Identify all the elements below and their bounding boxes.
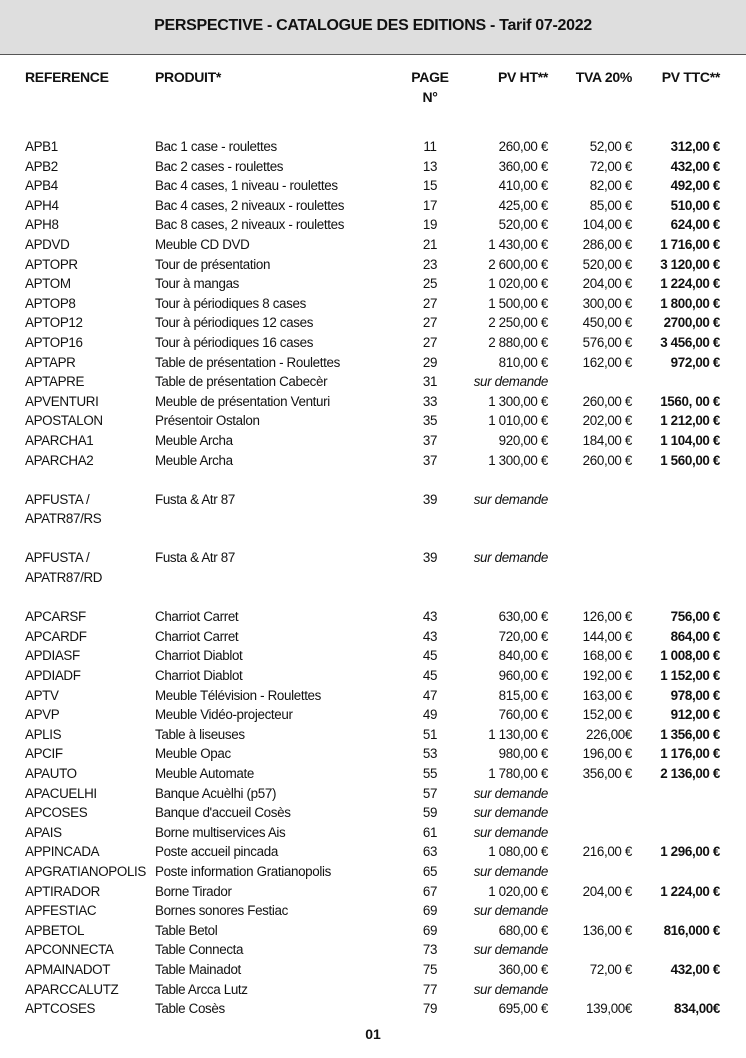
column-header-page-line1: PAGE bbox=[411, 69, 449, 85]
price-ttc-cell: 2 136,00 € bbox=[660, 766, 720, 781]
product-cell: Table Connecta bbox=[155, 942, 244, 958]
column-header-page bbox=[405, 67, 455, 107]
price-ttc-cell: 834,00€ bbox=[674, 1001, 720, 1017]
reference-cell: APB1 bbox=[25, 139, 58, 154]
page-cell: 29 bbox=[422, 354, 438, 370]
page-cell: 57 bbox=[422, 785, 438, 801]
table-row bbox=[0, 313, 746, 333]
table-row bbox=[0, 842, 746, 862]
product-cell: Tour à périodiques 8 cases bbox=[155, 295, 306, 311]
reference-cell: APLIS bbox=[25, 726, 62, 742]
reference-cell bbox=[25, 490, 155, 529]
reference-cell: APTOM bbox=[25, 276, 71, 292]
price-ttc-cell: 816,000 € bbox=[663, 922, 720, 938]
reference-cell: APB4 bbox=[25, 178, 58, 194]
price-ht-cell: 960,00 € bbox=[498, 668, 548, 684]
price-ttc-cell: 624,00 € bbox=[670, 217, 720, 233]
price-ttc-cell: 432,00 € bbox=[670, 158, 720, 174]
tva-cell: 260,00 € bbox=[582, 393, 632, 409]
price-ht-cell: 425,00 € bbox=[498, 197, 548, 213]
page-cell: 65 bbox=[422, 863, 438, 879]
price-ht-cell: sur demande bbox=[473, 805, 548, 821]
table-row bbox=[0, 627, 746, 647]
table-row bbox=[0, 646, 746, 666]
price-ht-cell: 1 500,00 € bbox=[488, 295, 548, 311]
product-cell: Présentoir Ostalon bbox=[155, 413, 260, 429]
reference-cell: APBETOL bbox=[25, 922, 85, 938]
reference-cell: APDIADF bbox=[25, 668, 81, 684]
page-cell: 23 bbox=[422, 256, 438, 272]
price-ttc-cell: 1 224,00 € bbox=[660, 883, 720, 899]
price-ttc-cell: 972,00 € bbox=[670, 354, 720, 370]
table-row bbox=[0, 157, 746, 177]
price-ht-cell: sur demande bbox=[473, 903, 548, 919]
page-cell: 49 bbox=[422, 707, 438, 723]
table-row bbox=[0, 960, 746, 980]
tva-cell: 450,00 € bbox=[582, 315, 632, 331]
table-row bbox=[0, 392, 746, 412]
reference-cell: APTOP16 bbox=[25, 334, 83, 350]
price-ht-cell: 520,00 € bbox=[498, 217, 548, 233]
page-cell: 39 bbox=[422, 550, 438, 566]
product-cell: Table de présentation Cabecèr bbox=[155, 374, 328, 390]
price-ht-cell: 1 300,00 € bbox=[488, 393, 548, 409]
price-ttc-cell: 1 176,00 € bbox=[660, 746, 720, 762]
price-ttc-cell: 756,00 € bbox=[670, 609, 720, 625]
reference-cell: APOSTALON bbox=[25, 413, 103, 429]
reference-cell: APCIF bbox=[25, 746, 63, 762]
page-cell: 19 bbox=[422, 217, 438, 233]
product-cell: Meuble CD DVD bbox=[155, 236, 250, 252]
tva-cell: 144,00 € bbox=[582, 628, 632, 644]
table-row bbox=[0, 137, 746, 157]
table-row bbox=[0, 784, 746, 804]
reference-cell: APCOSES bbox=[25, 805, 88, 821]
price-ttc-cell: 864,00 € bbox=[670, 628, 720, 644]
page-cell: 67 bbox=[422, 883, 438, 899]
price-ht-cell: 810,00 € bbox=[498, 354, 548, 370]
product-cell: Bac 4 cases, 1 niveau - roulettes bbox=[155, 178, 338, 194]
product-cell: Table Betol bbox=[155, 922, 218, 938]
price-ttc-cell: 1 212,00 € bbox=[660, 413, 720, 429]
table-row bbox=[0, 980, 746, 1000]
tva-cell: 152,00 € bbox=[582, 707, 632, 723]
page-cell: 75 bbox=[422, 961, 438, 977]
tva-cell: 52,00 € bbox=[589, 139, 632, 154]
page-cell: 33 bbox=[422, 393, 438, 409]
column-header-pv-ht: PV HT** bbox=[497, 69, 548, 85]
tva-cell: 139,00€ bbox=[586, 1001, 632, 1017]
tva-cell: 300,00 € bbox=[582, 295, 632, 311]
table-row bbox=[0, 274, 746, 294]
reference-cell: APFESTIAC bbox=[25, 903, 97, 919]
price-ht-cell: sur demande bbox=[473, 491, 548, 507]
price-ht-cell: 1 780,00 € bbox=[488, 766, 548, 781]
price-ht-cell: 695,00 € bbox=[498, 1001, 548, 1017]
product-cell: Fusta & Atr 87 bbox=[155, 491, 235, 507]
price-ht-cell: 815,00 € bbox=[498, 687, 548, 703]
reference-cell: APCARSF bbox=[25, 609, 86, 625]
reference-cell: APTOP8 bbox=[25, 295, 76, 311]
product-cell: Charriot Carret bbox=[155, 609, 239, 625]
price-ht-cell: sur demande bbox=[473, 785, 548, 801]
table-row bbox=[0, 725, 746, 745]
reference-cell: APTOPR bbox=[25, 256, 78, 272]
price-ht-cell: 920,00 € bbox=[498, 432, 548, 448]
page-cell: 69 bbox=[422, 922, 438, 938]
price-ht-cell: 1 010,00 € bbox=[488, 413, 548, 429]
price-ht-cell: 1 020,00 € bbox=[488, 883, 548, 899]
price-ttc-cell: 3 456,00 € bbox=[660, 334, 720, 350]
price-ttc-cell: 1 224,00 € bbox=[660, 276, 720, 292]
reference-cell: APAUTO bbox=[25, 766, 77, 781]
reference-cell: APAIS bbox=[25, 824, 62, 840]
page-cell: 11 bbox=[423, 139, 437, 154]
table-row bbox=[0, 411, 746, 431]
page-cell: 69 bbox=[422, 903, 438, 919]
price-table bbox=[0, 137, 746, 1019]
table-row bbox=[0, 862, 746, 882]
page-cell: 63 bbox=[422, 844, 438, 860]
page-cell: 45 bbox=[422, 668, 438, 684]
price-ht-cell: 630,00 € bbox=[498, 609, 548, 625]
tva-cell: 576,00 € bbox=[582, 334, 632, 350]
table-row bbox=[0, 451, 746, 471]
product-cell: Table Cosès bbox=[155, 1001, 225, 1017]
reference-cell: APTIRADOR bbox=[25, 883, 100, 899]
table-row bbox=[0, 333, 746, 353]
tva-cell: 85,00 € bbox=[589, 197, 632, 213]
product-cell: Charriot Carret bbox=[155, 628, 239, 644]
table-row bbox=[0, 196, 746, 216]
tva-cell: 520,00 € bbox=[582, 256, 632, 272]
price-ht-cell: 2 250,00 € bbox=[488, 315, 548, 331]
tva-cell: 136,00 € bbox=[582, 922, 632, 938]
tva-cell: 216,00 € bbox=[582, 844, 632, 860]
table-row bbox=[0, 803, 746, 823]
reference-cell: APPINCADA bbox=[25, 844, 100, 860]
page-cell: 77 bbox=[422, 981, 438, 997]
table-row bbox=[0, 921, 746, 941]
table-row bbox=[0, 215, 746, 235]
table-row bbox=[0, 823, 746, 843]
reference-cell: APCONNECTA bbox=[25, 942, 114, 958]
product-cell: Meuble Archa bbox=[155, 432, 233, 448]
product-cell: Borne Tirador bbox=[155, 883, 232, 899]
page-number: 01 bbox=[365, 1026, 381, 1042]
price-ht-cell: 260,00 € bbox=[498, 139, 548, 154]
table-row bbox=[0, 744, 746, 764]
price-ht-cell: 1 430,00 € bbox=[488, 236, 548, 252]
price-ht-cell: 360,00 € bbox=[498, 961, 548, 977]
table-row bbox=[0, 666, 746, 686]
product-cell: Table Arcca Lutz bbox=[155, 981, 248, 997]
product-cell: Meuble Vidéo-projecteur bbox=[155, 707, 293, 723]
page-cell: 27 bbox=[422, 315, 438, 331]
page-cell: 13 bbox=[422, 158, 438, 174]
page-cell: 43 bbox=[422, 609, 438, 625]
page-cell: 31 bbox=[422, 374, 438, 390]
table-row bbox=[0, 353, 746, 373]
price-ht-cell: sur demande bbox=[473, 981, 548, 997]
table-row bbox=[0, 999, 746, 1019]
tva-cell: 196,00 € bbox=[582, 746, 632, 762]
reference-line2: APATR87/RS bbox=[25, 511, 102, 527]
price-ht-cell: sur demande bbox=[473, 942, 548, 958]
tva-cell: 72,00 € bbox=[589, 961, 632, 977]
tva-cell: 82,00 € bbox=[589, 178, 632, 194]
page-cell: 55 bbox=[422, 766, 438, 781]
page-cell: 37 bbox=[422, 452, 438, 468]
table-row bbox=[0, 882, 746, 902]
product-cell: Bac 8 cases, 2 niveaux - roulettes bbox=[155, 217, 345, 233]
page-cell: 51 bbox=[422, 726, 438, 742]
price-ttc-cell: 432,00 € bbox=[670, 961, 720, 977]
reference-cell: APDVD bbox=[25, 236, 70, 252]
column-header-tva: TVA 20% bbox=[575, 69, 632, 85]
page-cell: 59 bbox=[422, 805, 438, 821]
product-cell: Banque Acuèlhi (p57) bbox=[155, 785, 277, 801]
reference-cell: APARCHA2 bbox=[25, 452, 94, 468]
reference-cell: APTV bbox=[25, 687, 59, 703]
price-ht-cell: 360,00 € bbox=[498, 158, 548, 174]
table-row bbox=[0, 255, 746, 275]
reference-cell: APB2 bbox=[25, 158, 58, 174]
column-header-produit: PRODUIT* bbox=[155, 69, 222, 85]
price-ttc-cell: 1 800,00 € bbox=[660, 295, 720, 311]
page-cell: 15 bbox=[422, 178, 438, 194]
price-ttc-cell: 1 008,00 € bbox=[660, 648, 720, 664]
reference-cell: APCARDF bbox=[25, 628, 87, 644]
price-ttc-cell: 912,00 € bbox=[670, 707, 720, 723]
table-row bbox=[0, 431, 746, 451]
tva-cell: 286,00 € bbox=[582, 236, 632, 252]
page-title: PERSPECTIVE - CATALOGUE DES EDITIONS - Tarif 07-2022 bbox=[154, 17, 592, 34]
product-cell: Fusta & Atr 87 bbox=[155, 550, 235, 566]
reference-cell: APARCCALUTZ bbox=[25, 981, 119, 997]
reference-cell: APTOP12 bbox=[25, 315, 83, 331]
column-header-page-line2: N° bbox=[422, 89, 438, 105]
table-row bbox=[0, 490, 746, 529]
page-cell: 27 bbox=[422, 334, 438, 350]
price-ttc-cell: 1 104,00 € bbox=[660, 432, 720, 448]
reference-cell bbox=[25, 548, 155, 587]
header-band bbox=[0, 0, 746, 55]
product-cell: Tour de présentation bbox=[155, 256, 271, 272]
product-cell: Borne multiservices Ais bbox=[155, 824, 286, 840]
price-ht-cell: 720,00 € bbox=[498, 628, 548, 644]
reference-cell: APVP bbox=[25, 707, 60, 723]
price-ht-cell: 1 080,00 € bbox=[488, 844, 548, 860]
reference-cell: APH4 bbox=[25, 197, 59, 213]
price-ttc-cell: 1 560,00 € bbox=[660, 452, 720, 468]
tva-cell: 104,00 € bbox=[582, 217, 632, 233]
reference-cell: APTAPRE bbox=[25, 374, 85, 390]
price-ttc-cell: 3 120,00 € bbox=[660, 256, 720, 272]
price-ht-cell: 760,00 € bbox=[498, 707, 548, 723]
page-cell: 73 bbox=[422, 942, 438, 958]
reference-cell: APTAPR bbox=[25, 354, 76, 370]
product-cell: Meuble de présentation Venturi bbox=[155, 393, 330, 409]
reference-line1: APFUSTA / bbox=[25, 491, 90, 507]
reference-cell: APH8 bbox=[25, 217, 59, 233]
reference-line2: APATR87/RD bbox=[25, 570, 103, 586]
tva-cell: 168,00 € bbox=[582, 648, 632, 664]
page-cell: 27 bbox=[422, 295, 438, 311]
product-cell: Meuble Opac bbox=[155, 746, 231, 762]
table-row bbox=[0, 607, 746, 627]
product-cell: Bornes sonores Festiac bbox=[155, 903, 288, 919]
tva-cell: 356,00 € bbox=[582, 766, 632, 781]
product-cell: Poste accueil pincada bbox=[155, 844, 278, 860]
tva-cell: 202,00 € bbox=[582, 413, 632, 429]
price-ttc-cell: 492,00 € bbox=[670, 178, 720, 194]
page-cell: 21 bbox=[422, 236, 438, 252]
page-cell: 17 bbox=[422, 197, 438, 213]
reference-cell: APTCOSES bbox=[25, 1001, 96, 1017]
reference-cell: APARCHA1 bbox=[25, 432, 94, 448]
price-ttc-cell: 1 152,00 € bbox=[660, 668, 720, 684]
price-ht-cell: sur demande bbox=[473, 824, 548, 840]
product-cell: Table de présentation - Roulettes bbox=[155, 354, 340, 370]
price-ht-cell: sur demande bbox=[473, 374, 548, 390]
table-row bbox=[0, 705, 746, 725]
price-ttc-cell: 1 356,00 € bbox=[660, 726, 720, 742]
price-ht-cell: 2 600,00 € bbox=[488, 256, 548, 272]
page-cell: 61 bbox=[422, 824, 438, 840]
page-cell: 79 bbox=[422, 1001, 438, 1017]
price-ttc-cell: 1 716,00 € bbox=[660, 236, 720, 252]
table-row bbox=[0, 294, 746, 314]
price-ttc-cell: 510,00 € bbox=[670, 197, 720, 213]
tva-cell: 260,00 € bbox=[582, 452, 632, 468]
page-cell: 35 bbox=[422, 413, 438, 429]
table-row bbox=[0, 548, 746, 587]
product-cell: Tour à périodiques 12 cases bbox=[155, 315, 314, 331]
reference-cell: APACUELHI bbox=[25, 785, 97, 801]
table-row bbox=[0, 901, 746, 921]
price-ttc-cell: 2700,00 € bbox=[663, 315, 720, 331]
reference-cell: APVENTURI bbox=[25, 393, 99, 409]
price-ttc-cell: 312,00 € bbox=[670, 139, 720, 154]
price-ht-cell: 1 300,00 € bbox=[488, 452, 548, 468]
reference-cell: APGRATIANOPOLIS bbox=[25, 863, 146, 879]
table-row bbox=[0, 176, 746, 196]
page-cell: 43 bbox=[422, 628, 438, 644]
price-ht-cell: sur demande bbox=[473, 863, 548, 879]
tva-cell: 204,00 € bbox=[582, 883, 632, 899]
product-cell: Banque d'accueil Cosès bbox=[155, 805, 291, 821]
product-cell: Table Mainadot bbox=[155, 961, 241, 977]
price-ht-cell: sur demande bbox=[473, 550, 548, 566]
product-cell: Tour à mangas bbox=[155, 276, 240, 292]
page-cell: 53 bbox=[422, 746, 438, 762]
reference-cell: APDIASF bbox=[25, 648, 80, 664]
table-row bbox=[0, 372, 746, 392]
tva-cell: 162,00 € bbox=[582, 354, 632, 370]
tva-cell: 226,00€ bbox=[586, 726, 632, 742]
product-cell: Bac 2 cases - roulettes bbox=[155, 158, 284, 174]
price-ht-cell: 1 130,00 € bbox=[488, 726, 548, 742]
column-header-pv-ttc: PV TTC** bbox=[661, 69, 720, 85]
page-cell: 45 bbox=[422, 648, 438, 664]
product-cell: Tour à périodiques 16 cases bbox=[155, 334, 314, 350]
tva-cell: 204,00 € bbox=[582, 276, 632, 292]
product-cell: Bac 1 case - roulettes bbox=[155, 139, 277, 154]
reference-line1: APFUSTA / bbox=[25, 550, 90, 566]
price-ttc-cell: 1560, 00 € bbox=[660, 393, 720, 409]
page-cell: 37 bbox=[422, 432, 438, 448]
product-cell: Bac 4 cases, 2 niveaux - roulettes bbox=[155, 197, 345, 213]
price-ht-cell: 840,00 € bbox=[498, 648, 548, 664]
product-cell: Meuble Télévision - Roulettes bbox=[155, 687, 322, 703]
tva-cell: 184,00 € bbox=[582, 432, 632, 448]
tva-cell: 126,00 € bbox=[582, 609, 632, 625]
product-cell: Charriot Diablot bbox=[155, 668, 243, 684]
price-ht-cell: 410,00 € bbox=[498, 178, 548, 194]
product-cell: Poste information Gratianopolis bbox=[155, 863, 331, 879]
product-cell: Meuble Automate bbox=[155, 766, 254, 781]
page-cell: 47 bbox=[422, 687, 438, 703]
table-row bbox=[0, 940, 746, 960]
product-cell: Meuble Archa bbox=[155, 452, 233, 468]
column-header-reference: REFERENCE bbox=[25, 69, 109, 85]
table-row bbox=[0, 764, 746, 784]
price-ttc-cell: 978,00 € bbox=[670, 687, 720, 703]
price-ht-cell: 680,00 € bbox=[498, 922, 548, 938]
reference-cell: APMAINADOT bbox=[25, 961, 111, 977]
table-row bbox=[0, 235, 746, 255]
tva-cell: 72,00 € bbox=[589, 158, 632, 174]
price-ttc-cell: 1 296,00 € bbox=[660, 844, 720, 860]
price-ht-cell: 1 020,00 € bbox=[488, 276, 548, 292]
tva-cell: 192,00 € bbox=[582, 668, 632, 684]
price-ht-cell: 980,00 € bbox=[498, 746, 548, 762]
page-cell: 39 bbox=[422, 491, 438, 507]
page-cell: 25 bbox=[422, 276, 438, 292]
tva-cell: 163,00 € bbox=[582, 687, 632, 703]
table-row bbox=[0, 686, 746, 706]
product-cell: Charriot Diablot bbox=[155, 648, 243, 664]
product-cell: Table à liseuses bbox=[155, 726, 245, 742]
price-ht-cell: 2 880,00 € bbox=[488, 334, 548, 350]
